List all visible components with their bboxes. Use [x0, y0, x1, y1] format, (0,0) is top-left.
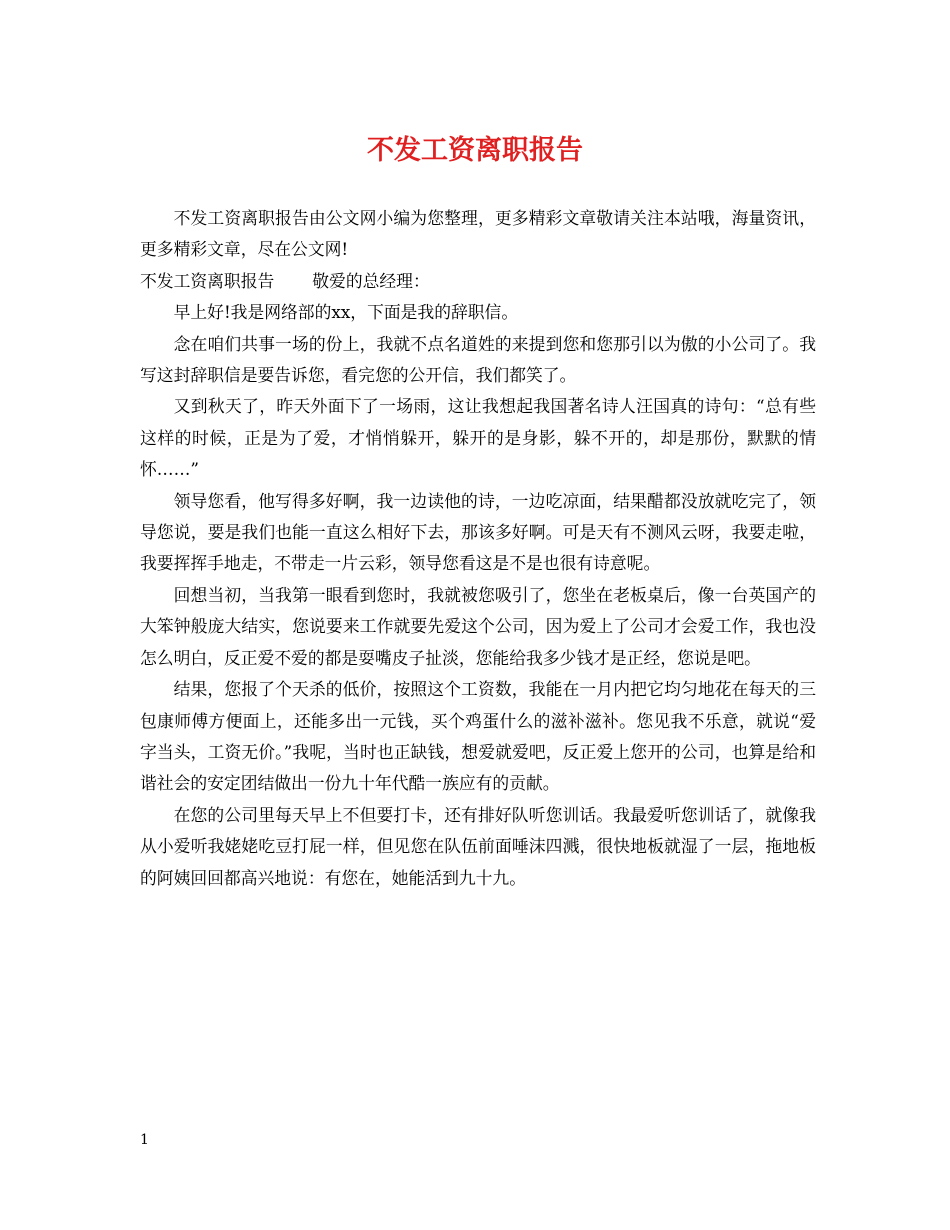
paragraph: 结果，您报了个天杀的低价，按照这个工资数，我能在一月内把它均匀地花在每天的三包康师傅方便面上，还能多出一元钱，买个鸡蛋什么的滋补滋补。您见我不乐意，就说“爱字当头，工资无价。”我呢，当时也正缺钱，想爱就爱吧，反正爱上您开的公司，也算是给和谐社会的安定团结做出一份九十年代酷一族应有的贡献。: [140, 679, 816, 794]
intro-paragraph: 不发工资离职报告由公文网小编为您整理，更多精彩文章敬请关注本站哦，海量资讯，更多精彩文章，尽在公文网!: [140, 208, 816, 260]
heading-line: [140, 266, 816, 297]
paragraph: 念在咱们共事一场的份上，我就不点名道姓的来提到您和您那引以为傲的小公司了。我写这封辞职信是要告诉您，看完您的公开信，我们都笑了。: [140, 333, 816, 386]
document-title: 不发工资离职报告: [367, 135, 583, 166]
paragraph: 早上好!我是网络部的xx，下面是我的辞职信。: [173, 302, 519, 323]
paragraph: 在您的公司里每天早上不但要打卡，还有排好队听您训话。我最爱听您训话了，就像我从小爱听我姥姥吃豆打屁一样，但见您在队伍前面唾沫四溅，很快地板就湿了一层，拖地板的阿姨回回都高兴地说：有您在，她能活到九十九。: [140, 804, 816, 888]
paragraph: 回想当初，当我第一眼看到您时，我就被您吸引了，您坐在老板桌后，像一台英国产的大笨钟般庞大结实，您说要来工作就要先爱这个公司，因为爱上了公司才会爱工作，我也没怎么明白，反正爱不爱的都是耍嘴皮子扯淡，您能给我多少钱才是正经，您说是吧。: [140, 584, 816, 668]
salutation: 敬爱的总经理：: [312, 270, 430, 291]
document-body: [140, 203, 816, 894]
heading-line-left: 不发工资离职报告: [140, 270, 275, 291]
paragraph: 领导您看，他写得多好啊，我一边读他的诗，一边吃凉面，结果醋都没放就吃完了，领导您说，要是我们也能一直这么相好下去，那该多好啊。可是天有不测风云呀，我要走啦，我要挥挥手地走，不带走一片云彩，领导您看这是不是也很有诗意呢。: [140, 490, 816, 574]
paragraph: 又到秋天了，昨天外面下了一场雨，这让我想起我国著名诗人汪国真的诗句：“总有些这样的时候，正是为了爱，才悄悄躲开，躲开的是身影，躲不开的，却是那份，默默的情怀……”: [140, 396, 816, 480]
page-number: 1: [140, 1132, 149, 1148]
